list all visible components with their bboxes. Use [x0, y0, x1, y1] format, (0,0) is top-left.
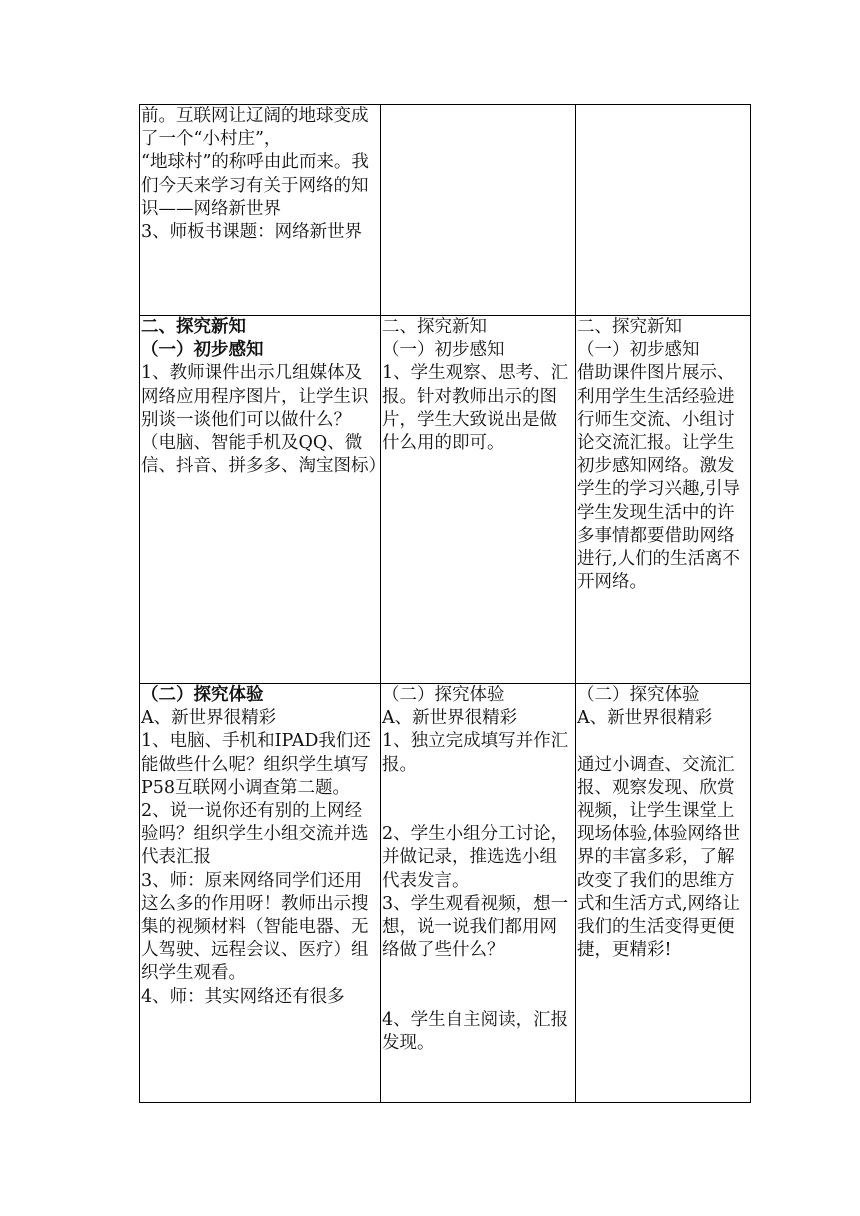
subsection-label: A、新世界很精彩	[382, 708, 518, 729]
teacher-paragraph: 前。互联网让辽阔的地球变成了一个“小村庄”，	[141, 106, 369, 150]
intent-paragraph: 借助课件图片展示、利用学生生活经验进行师生交流、小组讨论交流汇报。让学生初步感知网络。激发学生的学习兴趣,引导学生发现生活中的许多事情都要借助网络进行,人们的生活离不开网络。	[577, 363, 741, 593]
teacher-cell	[140, 316, 386, 684]
teacher-cell	[140, 105, 381, 316]
student-paragraph: 2、学生小组分工讨论，并做记录，推选选小组代表发言。	[382, 824, 569, 891]
table-row	[140, 684, 751, 1103]
subsection-heading: （二）探究体验	[382, 685, 505, 705]
section-heading: 二、探究新知	[577, 317, 682, 337]
intent-cell	[576, 684, 751, 1103]
teacher-paragraph: 2、说一说你还有别的上网经验吗？组织学生小组交流并选代表汇报	[141, 801, 369, 868]
student-cell	[381, 105, 576, 316]
subsection-heading: （二）探究体验	[141, 685, 264, 705]
table-row	[140, 105, 751, 316]
subsection-heading: （一）初步感知	[141, 340, 264, 361]
student-cell	[381, 684, 576, 1103]
student-paragraph: 1、学生观察、思考、汇报。针对教师出示的图片，学生大致说出是做什么用的即可。	[382, 363, 569, 454]
subsection-heading: （一）初步感知	[577, 340, 700, 361]
subsection-heading: （一）初步感知	[382, 340, 505, 361]
student-paragraph: 4、学生自主阅读，汇报发现。	[382, 1009, 569, 1054]
lesson-plan-table	[139, 104, 751, 1103]
student-cell	[381, 316, 576, 684]
intent-paragraph: 通过小调查、交流汇报、观察发现、欣赏视频，让学生课堂上现场体验,体验网络世界的丰富多彩，了解改变了我们的思维方式和生活方式,网络让我们的生活变得更便捷，更精彩!	[577, 754, 741, 961]
spacer	[577, 730, 749, 753]
spacer	[382, 777, 574, 823]
teacher-paragraph: 3、师板书课题：网络新世界	[141, 222, 363, 243]
teacher-paragraph: “地球村”的称呼由此而来。我们今天来学习有关于网络的知识——网络新世界	[141, 152, 369, 219]
teacher-paragraph: 4、师：其实网络还有很多	[141, 986, 345, 1007]
teacher-paragraph: （电脑、智能手机及QQ、微信、抖音、拼多多、淘宝图标）	[141, 433, 386, 477]
subsection-heading: （二）探究体验	[577, 685, 700, 705]
section-heading: 二、探究新知	[141, 317, 246, 337]
subsection-label: A、新世界很精彩	[577, 708, 713, 729]
teacher-paragraph: 3、师：原来网络同学们还用这么多的作用呀！教师出示搜集的视频材料（智能电器、无人驾驶、远程会议、医疗）组织学生观看。	[141, 870, 369, 984]
teacher-cell	[140, 684, 381, 1103]
student-paragraph: 1、独立完成填写并作汇报。	[382, 731, 569, 775]
teacher-paragraph: 1、教师课件出示几组媒体及网络应用程序图片，让学生识别谈一谈他们可以做什么？	[141, 363, 369, 430]
section-heading: 二、探究新知	[382, 317, 487, 337]
intent-cell	[576, 105, 751, 316]
teacher-paragraph: 1、电脑、手机和IPAD我们还能做些什么呢？组织学生填写P58互联网小调查第二题。	[141, 731, 371, 798]
intent-cell	[576, 316, 751, 684]
table-row	[140, 316, 751, 684]
subsection-label: A、新世界很精彩	[141, 708, 277, 729]
spacer	[382, 962, 574, 1008]
student-paragraph: 3、学生观看视频，想一想，说一说我们都用网络做了些什么？	[382, 893, 569, 961]
